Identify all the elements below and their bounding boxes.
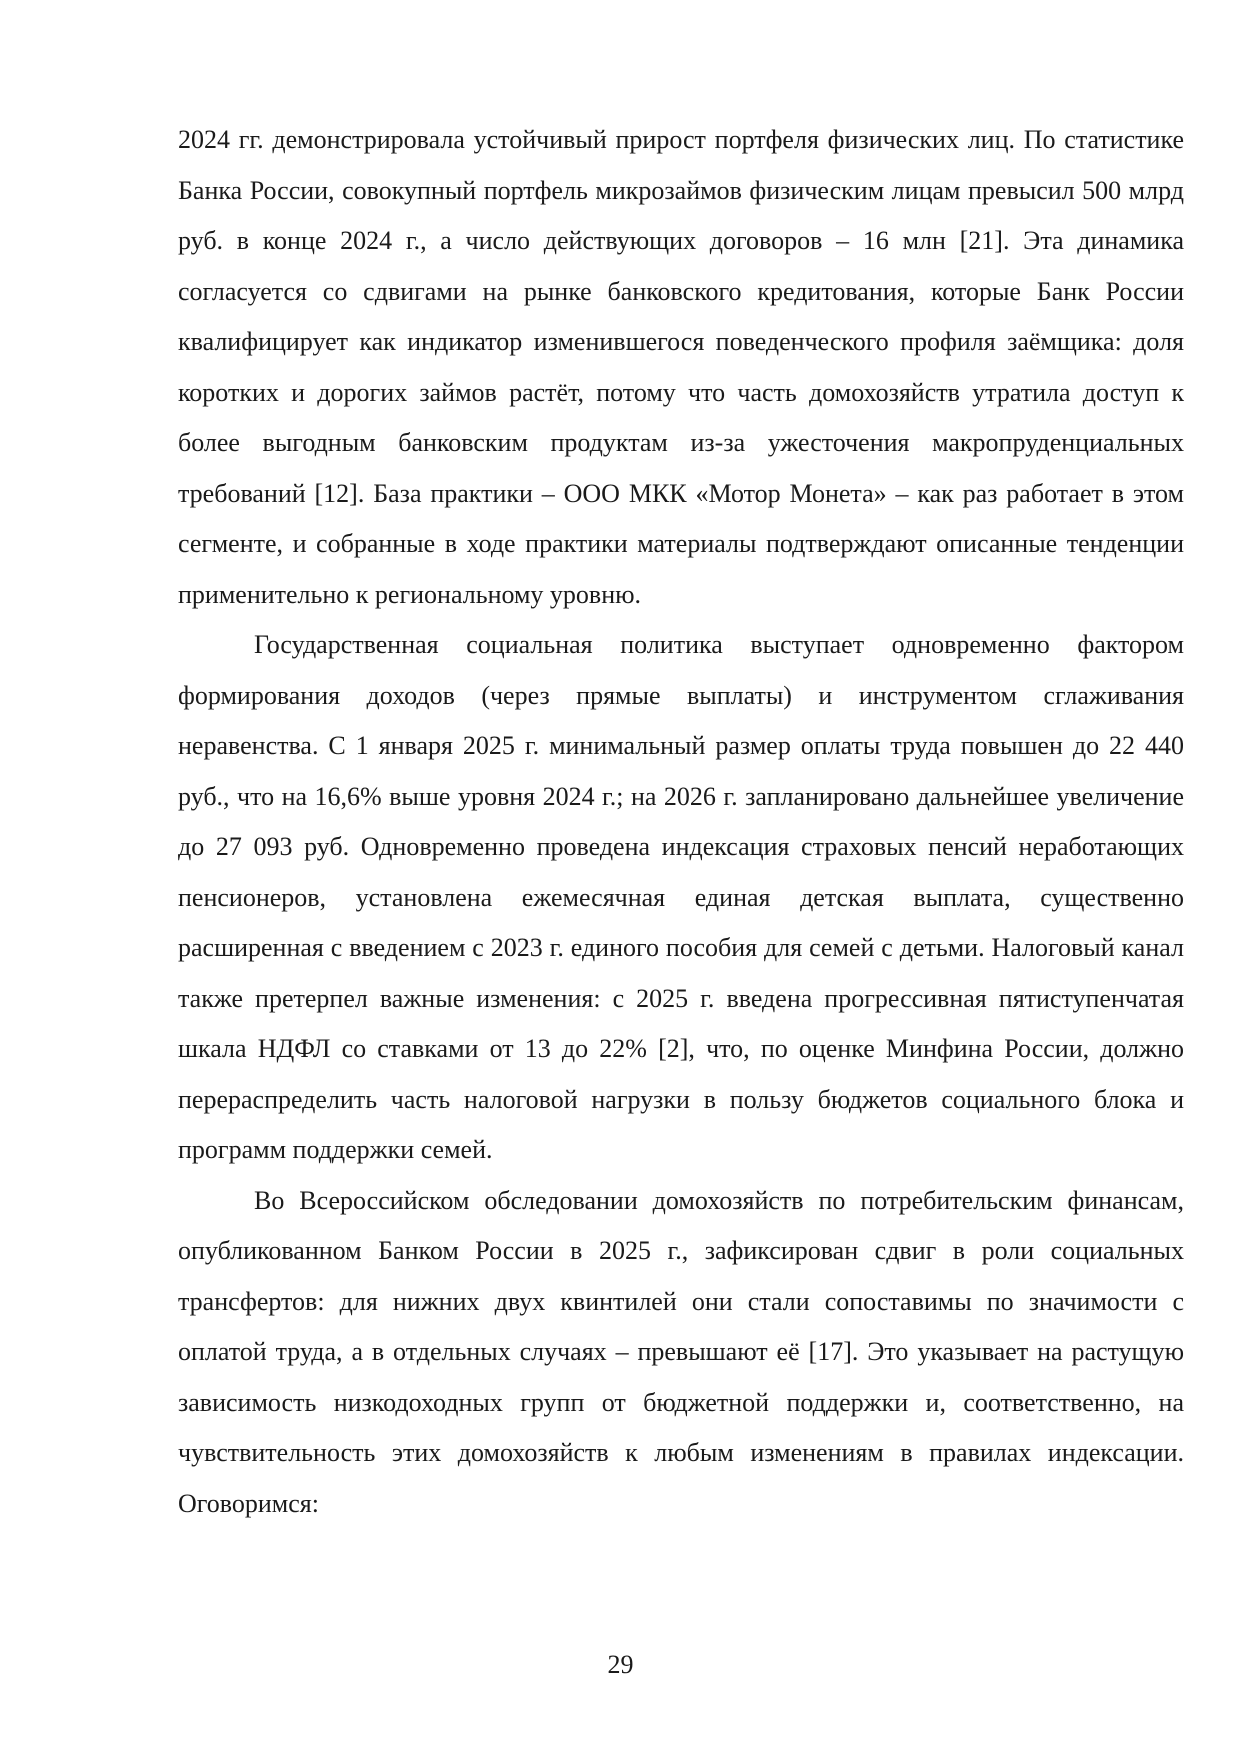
paragraph-3: Во Всероссийском обследовании домохозяйств по потребительским финансам, опубликованном Банком России в 2025 г., зафиксирован сдвиг в роли социальных трансфертов: для нижних двух квинтилей они стали сопоставимы по значимости с оплатой труда, а в отдельных случаях – превышают её [17]. Это указывает на растущую зависимость низкодоходных групп от бюджетной поддержки и, соответственно, на чувствительность этих домохозяйств к любым изменениям в правилах индексации. Оговоримся:	[178, 1185, 1184, 1518]
body-text	[178, 115, 1184, 1529]
page-number: 29	[607, 1650, 634, 1679]
paragraph-2: Государственная социальная политика выступает одновременно фактором формирования доходов (через прямые выплаты) и инструментом сглаживания неравенства. С 1 января 2025 г. минимальный размер оплаты труда повышен до 22 440 руб., что на 16,6% выше уровня 2024 г.; на 2026 г. запланировано дальнейшее увеличение до 27 093 руб. Одновременно проведена индексация страховых пенсий неработающих пенсионеров, установлена ежемесячная единая детская выплата, существенно расширенная с введением с 2023 г. единого пособия для семей с детьми. Налоговый канал также претерпел важные изменения: с 2025 г. введена прогрессивная пятиступенчатая шкала НДФЛ со ставками от 13 до 22% [2], что, по оценке Минфина России, должно перераспределить часть налоговой нагрузки в пользу бюджетов социального блока и программ поддержки семей.	[178, 630, 1184, 1164]
paragraph-1: 2024 гг. демонстрировала устойчивый прирост портфеля физических лиц. По статистике Банка России, совокупный портфель микрозаймов физическим лицам превысил 500 млрд руб. в конце 2024 г., а число действующих договоров – 16 млн [21]. Эта динамика согласуется со сдвигами на рынке банковского кредитования, которые Банк России квалифицирует как индикатор изменившегося поведенческого профиля заёмщика: доля коротких и дорогих займов растёт, потому что часть домохозяйств утратила доступ к более выгодным банковским продуктам из-за ужесточения макропруденциальных требований [12]. База практики – ООО МКК «Мотор Монета» – как раз работает в этом сегменте, и собранные в ходе практики материалы подтверждают описанные тенденции применительно к региональному уровню.	[178, 125, 1184, 609]
